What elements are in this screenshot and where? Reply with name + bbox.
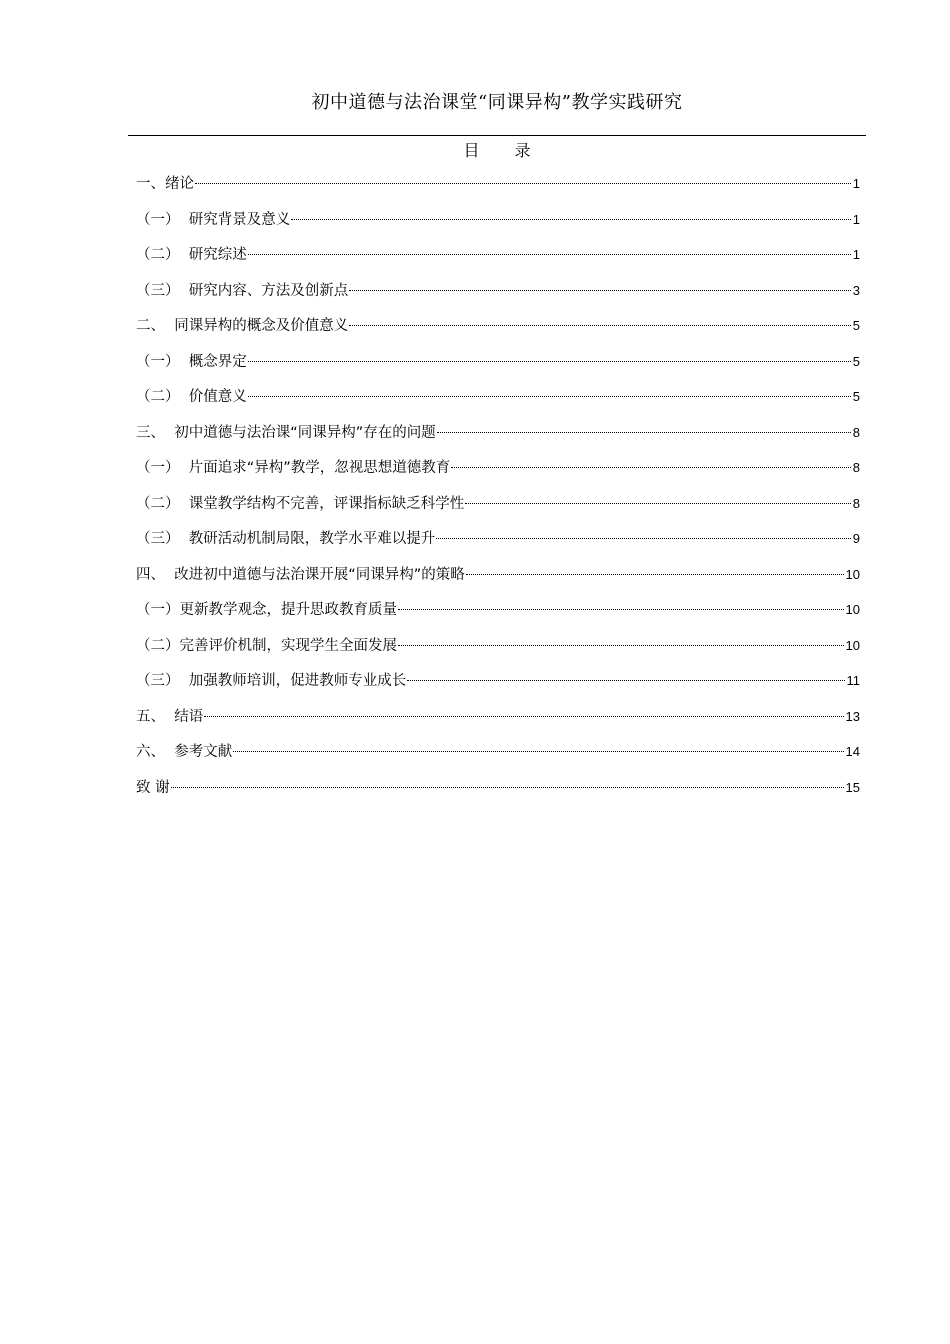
- dot-leader: [204, 716, 843, 717]
- toc-entry[interactable]: [136, 737, 860, 773]
- toc-entry[interactable]: [136, 205, 860, 241]
- document-title: 初中道德与法治课堂“同课异构”教学实践研究: [311, 92, 683, 113]
- toc-entry[interactable]: [136, 595, 860, 631]
- toc-entry-page: 8: [852, 460, 860, 475]
- toc-entry-page: 1: [852, 247, 860, 262]
- toc-entry-label: （二） 研究综述: [136, 247, 247, 263]
- toc-entry-label: （三） 加强教师培训，促进教师专业成长: [136, 673, 407, 689]
- toc-entry-label: （三） 教研活动机制局限，教学水平难以提升: [136, 531, 436, 547]
- toc-entry-page: 9: [852, 531, 860, 546]
- toc-entry[interactable]: [136, 311, 860, 347]
- toc-entry-label: （一）更新教学观念，提升思政教育质量: [136, 602, 397, 618]
- toc-entry-label: 一、绪论: [136, 176, 194, 192]
- toc-entry-page: 8: [852, 495, 860, 511]
- toc-entry[interactable]: [136, 666, 860, 702]
- dot-leader: [398, 609, 844, 610]
- toc-entry[interactable]: [136, 347, 860, 383]
- dot-leader: [465, 503, 851, 504]
- dot-leader: [349, 290, 851, 291]
- toc-entry-label: 致 谢: [136, 779, 170, 796]
- toc-entry[interactable]: [136, 382, 860, 418]
- toc-entry[interactable]: [136, 489, 860, 525]
- toc-entry[interactable]: [136, 560, 860, 596]
- toc-entry-label: （二） 价值意义: [136, 389, 247, 405]
- toc-entry-page: 14: [845, 744, 860, 759]
- toc-entry-label: （三） 研究内容、方法及创新点: [136, 282, 349, 299]
- toc-entry[interactable]: [136, 702, 860, 738]
- toc-entry-label: 二、 同课异构的概念及价值意义: [136, 318, 349, 334]
- toc-entry[interactable]: [136, 773, 860, 809]
- toc-entry-label: （一） 概念界定: [136, 353, 247, 370]
- toc-entry-page: 1: [852, 211, 860, 227]
- toc-entry[interactable]: [136, 453, 860, 489]
- toc-entry-label: （二） 课堂教学结构不完善，评课指标缺乏科学性: [136, 495, 465, 512]
- toc-entry-page: 1: [852, 176, 860, 191]
- toc-entry-page: 13: [845, 708, 860, 724]
- dot-leader: [233, 751, 843, 752]
- toc-heading: 目 录: [463, 141, 531, 160]
- toc-entry[interactable]: [136, 240, 860, 276]
- toc-entry[interactable]: [136, 169, 860, 205]
- toc-entry-page: 10: [845, 566, 860, 582]
- toc-entry-page: 11: [846, 673, 860, 688]
- toc-entry-label: 三、 初中道德与法治课“同课异构”存在的问题: [136, 424, 436, 441]
- toc-entry[interactable]: [136, 631, 860, 667]
- toc-entry-label: 五、 结语: [136, 708, 204, 725]
- dot-leader: [451, 467, 851, 468]
- dot-leader: [248, 396, 851, 397]
- toc-entry-page: 10: [845, 602, 860, 617]
- header-rule: [128, 135, 866, 136]
- toc-entry-label: 四、 改进初中道德与法治课开展“同课异构”的策略: [136, 566, 465, 583]
- table-of-contents: [136, 169, 860, 808]
- toc-entry-page: 15: [845, 779, 860, 795]
- toc-entry-page: 8: [852, 424, 860, 440]
- dot-leader: [436, 538, 851, 539]
- toc-entry-page: 5: [852, 389, 860, 404]
- toc-entry-page: 10: [845, 637, 860, 653]
- dot-leader: [171, 787, 844, 788]
- toc-entry[interactable]: [136, 276, 860, 312]
- toc-entry-page: 3: [852, 282, 860, 298]
- toc-entry[interactable]: [136, 418, 860, 454]
- toc-entry-label: 六、 参考文献: [136, 744, 233, 760]
- toc-entry-label: （二）完善评价机制，实现学生全面发展: [136, 637, 397, 654]
- dot-leader: [291, 219, 851, 220]
- toc-entry-page: 5: [852, 353, 860, 369]
- toc-entry[interactable]: [136, 524, 860, 560]
- toc-entry-label: （一） 研究背景及意义: [136, 211, 291, 228]
- dot-leader: [349, 325, 851, 326]
- toc-entry-label: （一） 片面追求“异构”教学，忽视思想道德教育: [136, 460, 451, 476]
- toc-entry-page: 5: [852, 318, 860, 333]
- dot-leader: [466, 574, 844, 575]
- dot-leader: [195, 183, 851, 184]
- dot-leader: [407, 680, 844, 681]
- dot-leader: [437, 432, 851, 433]
- dot-leader: [398, 645, 844, 646]
- dot-leader: [248, 361, 851, 362]
- dot-leader: [248, 254, 851, 255]
